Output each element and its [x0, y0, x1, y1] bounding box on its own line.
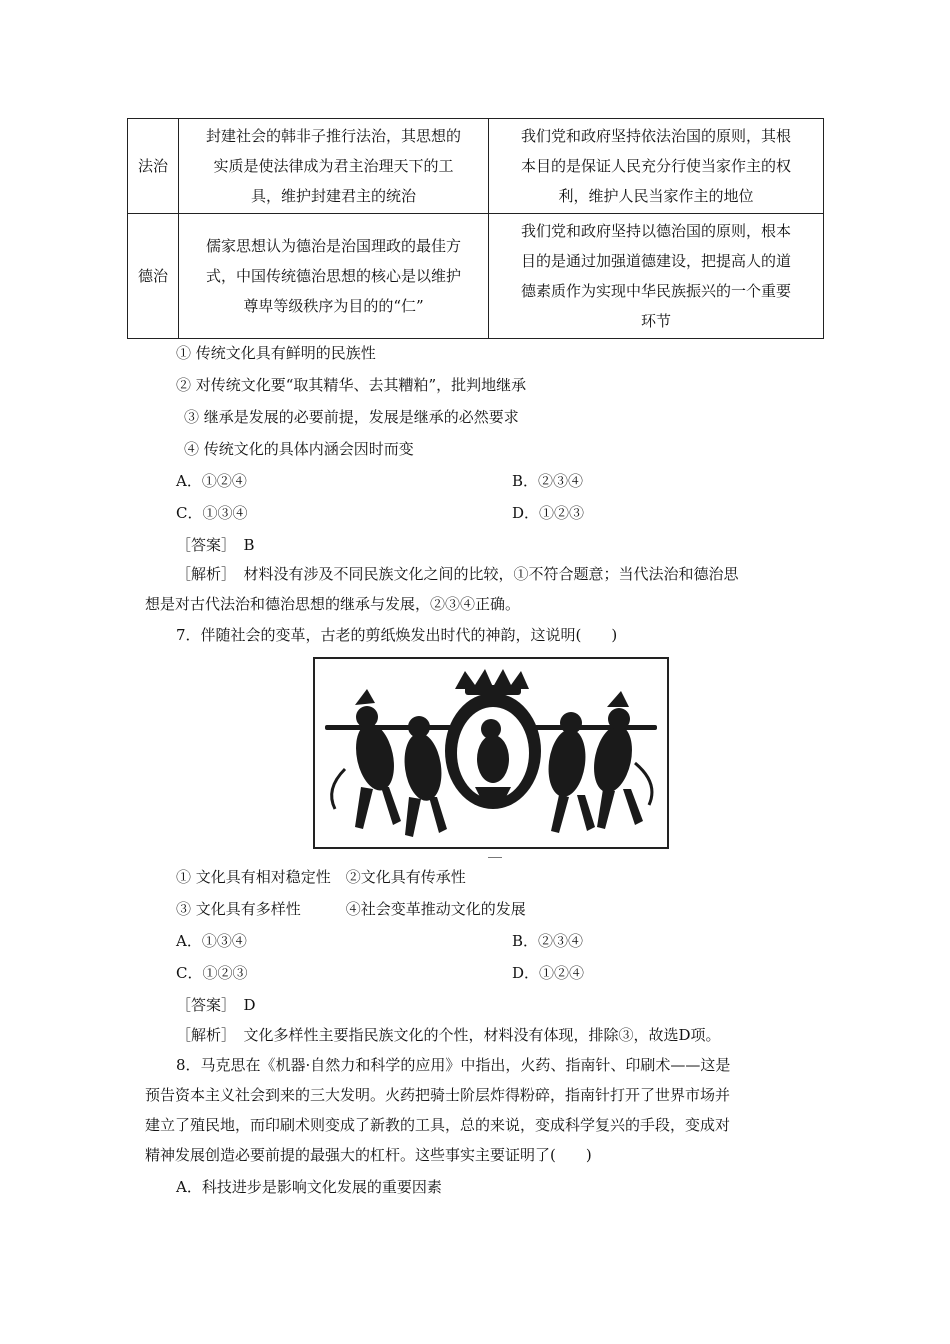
answer: ［答案］ D	[176, 996, 256, 1014]
option-c: C．①②③	[176, 964, 248, 982]
cell-line: 德素质作为实现中华民族振兴的一个重要	[520, 282, 791, 300]
cell-line: 利，维护人民当家作主的地位	[558, 187, 754, 205]
statement: ① 文化具有相对稳定性 ②文化具有传承性	[176, 868, 466, 886]
modern-thought-cell	[489, 119, 824, 214]
cell-line: 具，维护封建君主的统治	[250, 187, 416, 205]
cell-line: 封建社会的韩非子推行法治，其思想的	[205, 127, 461, 145]
cell-line: 尊卑等级秩序为目的的“仁”	[243, 297, 424, 315]
statement: ③ 文化具有多样性 ④社会变革推动文化的发展	[176, 900, 526, 918]
question-7: 7．伴随社会的变革，古老的剪纸焕发出时代的神韵，这说明( )	[176, 626, 618, 644]
option-d: D．①②④	[512, 964, 585, 982]
cell-line: 实质是使法律成为君主治理天下的工	[213, 157, 454, 175]
cell-line: 式，中国传统德治思想的核心是以维护	[205, 267, 461, 285]
cell-line: 儒家思想认为德治是治国理政的最佳方	[205, 237, 461, 255]
modern-thought-cell	[489, 214, 824, 339]
cell-line: 环节	[640, 312, 671, 330]
cell-line: 目的是通过加强道德建设，把提高人的道	[520, 252, 791, 270]
option-b: B．②③④	[512, 932, 584, 950]
statement: ① 传统文化具有鲜明的民族性	[176, 344, 376, 362]
papercut-figure	[313, 657, 669, 849]
analysis-line: 想是对古代法治和德治思想的继承与发展，②③④正确。	[145, 595, 521, 613]
cell-line: 我们党和政府坚持依法治国的原则，其根	[520, 127, 791, 145]
question-8-line: 预告资本主义社会到来的三大发明。火药把骑士阶层炸得粉碎，指南针打开了世界市场并	[145, 1086, 731, 1104]
option-a: A．①②④	[176, 472, 247, 490]
answer: ［答案］ B	[176, 536, 255, 554]
cell-line: 本目的是保证人民充分行使当家作主的权	[520, 157, 791, 175]
table-row-fazhi	[128, 119, 824, 214]
analysis: ［解析］ 文化多样性主要指民族文化的个性，材料没有体现，排除③，故选D项。	[176, 1026, 721, 1044]
statement: ② 对传统文化要“取其精华、去其糟粕”，批判地继承	[176, 376, 527, 394]
statement: ③ 继承是发展的必要前提，发展是继承的必然要求	[184, 408, 519, 426]
question-8-line: 8．马克思在《机器·自然力和科学的应用》中指出，火药、指南针、印刷术——这是	[176, 1056, 731, 1074]
option-b: B．②③④	[512, 472, 584, 490]
comparison-table	[127, 118, 824, 339]
option-a: A．科技进步是影响文化发展的重要因素	[176, 1178, 442, 1196]
ancient-thought-cell	[179, 214, 489, 339]
statement: ④ 传统文化的具体内涵会因时而变	[184, 440, 414, 458]
ancient-thought-cell	[179, 119, 489, 214]
option-a: A．①③④	[176, 932, 247, 950]
question-8-line: 精神发展创造必要前提的最强大的杠杆。这些事实主要证明了( )	[145, 1146, 592, 1164]
option-c: C．①③④	[176, 504, 248, 522]
papercut-mice-wedding-icon	[315, 659, 667, 847]
figure-caption-mark	[488, 857, 502, 858]
cell-line: 我们党和政府坚持以德治国的原则，根本	[520, 222, 791, 240]
row-head: 德治	[128, 214, 179, 339]
row-head: 法治	[128, 119, 179, 214]
question-8-line: 建立了殖民地，而印刷术则变成了新教的工具，总的来说，变成科学复兴的手段，变成对	[145, 1116, 731, 1134]
option-d: D．①②③	[512, 504, 585, 522]
table-row-dezhi	[128, 214, 824, 339]
analysis-line: ［解析］ 材料没有涉及不同民族文化之间的比较，①不符合题意；当代法治和德治思	[176, 565, 739, 583]
